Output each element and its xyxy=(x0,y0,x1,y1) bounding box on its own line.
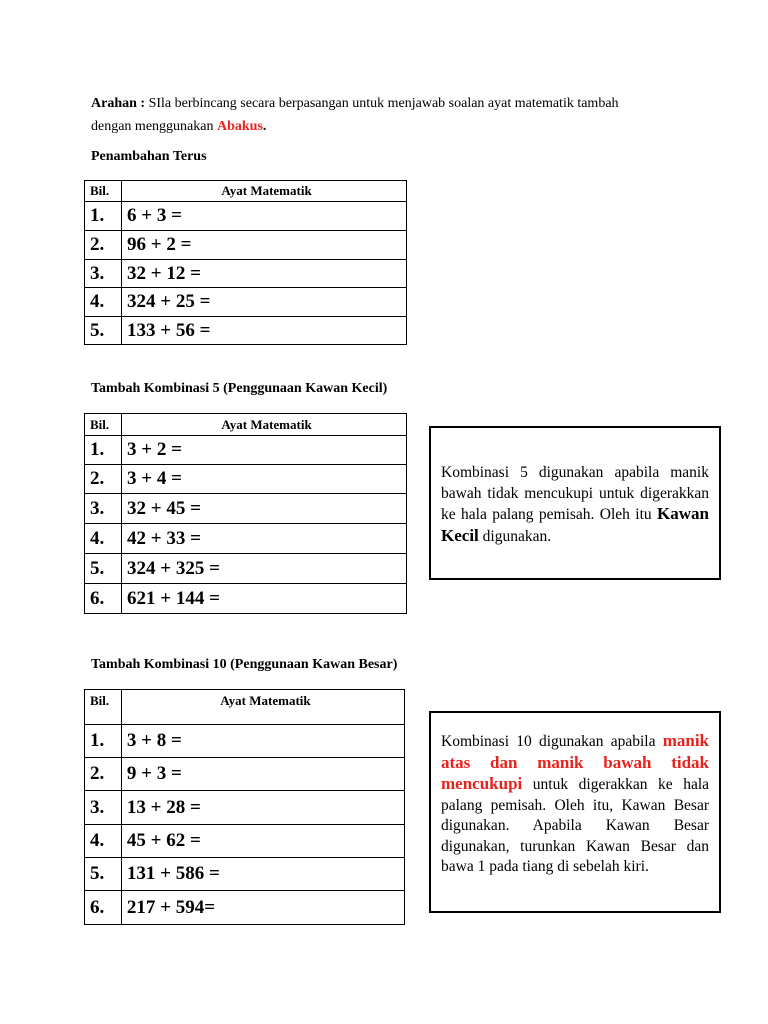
math-sentence: 32 + 45 = xyxy=(122,494,407,524)
math-sentence: 133 + 56 = xyxy=(122,317,407,345)
row-number: 3. xyxy=(85,494,122,524)
math-sentence: 131 + 586 = xyxy=(121,858,404,891)
table-row xyxy=(85,494,407,524)
instruction-highlight: Abakus xyxy=(216,119,263,134)
row-number: 4. xyxy=(85,825,122,858)
kawan-besar-note-box xyxy=(429,711,721,913)
table-row xyxy=(85,858,405,891)
column-header-bil: Bil. xyxy=(85,690,122,725)
note-text-end: untuk digerakkan ke hala palang pemisah. Oleh itu, Kawan Besar digunakan. Apabila Kawan Besar digunakan, turunkan Kawan Besar dan bawa 1 pada tiang di sebelah kiri. xyxy=(441,776,710,875)
table-row xyxy=(85,260,407,288)
note-text: Kombinasi 10 digunakan apabila xyxy=(441,733,656,750)
math-sentence: 3 + 8 = xyxy=(121,725,404,758)
instruction-text-2: dengan menggunakan xyxy=(91,119,214,134)
math-sentence: 3 + 4 = xyxy=(122,465,407,494)
row-number: 1. xyxy=(85,202,122,231)
note-highlight: manik atas dan manik bawah tidak mencukupi xyxy=(441,731,710,793)
table-row xyxy=(85,465,407,494)
row-number: 4. xyxy=(85,524,122,554)
row-number: 6. xyxy=(85,891,122,925)
section2-table xyxy=(84,413,407,614)
row-number: 5. xyxy=(85,858,122,891)
math-sentence: 13 + 28 = xyxy=(121,791,404,825)
row-number: 4. xyxy=(85,288,122,317)
table-row xyxy=(85,725,405,758)
kawan-besar-note xyxy=(441,731,709,878)
table-row xyxy=(85,436,407,465)
instruction xyxy=(91,92,691,138)
table-row xyxy=(85,554,407,584)
math-sentence: 45 + 62 = xyxy=(121,825,404,858)
math-sentence: 96 + 2 = xyxy=(122,231,407,260)
kawan-kecil-note xyxy=(441,463,709,547)
row-number: 2. xyxy=(85,465,122,494)
table-row xyxy=(85,231,407,260)
note-bold-term: Kawan Kecil xyxy=(441,504,709,545)
row-number: 3. xyxy=(85,260,122,288)
row-number: 6. xyxy=(85,584,122,614)
table-row xyxy=(85,825,405,858)
kawan-kecil-note-box xyxy=(429,426,721,580)
section1-heading: Penambahan Terus xyxy=(91,149,207,164)
math-sentence: 6 + 3 = xyxy=(122,202,407,231)
row-number: 5. xyxy=(85,554,122,584)
instruction-label: Arahan : xyxy=(91,96,146,111)
math-sentence: 42 + 33 = xyxy=(122,524,407,554)
row-number: 2. xyxy=(85,758,122,791)
table-row xyxy=(85,202,407,231)
note-text-end: digunakan. xyxy=(482,527,552,545)
table-row xyxy=(85,584,407,614)
section3-table xyxy=(84,689,405,925)
math-sentence: 32 + 12 = xyxy=(122,260,407,288)
section2-heading: Tambah Kombinasi 5 (Penggunaan Kawan Kecil) xyxy=(91,381,388,396)
instruction-text: SIla berbincang secara berpasangan untuk menjawab soalan ayat matematik tambah xyxy=(148,96,619,111)
column-header-bil: Bil. xyxy=(85,181,122,202)
math-sentence: 3 + 2 = xyxy=(122,436,407,465)
row-number: 1. xyxy=(85,725,122,758)
column-header-ayat: Ayat Matematik xyxy=(121,690,404,725)
row-number: 5. xyxy=(85,317,122,345)
column-header-bil: Bil. xyxy=(85,414,122,436)
column-header-ayat: Ayat Matematik xyxy=(122,414,407,436)
section3-heading: Tambah Kombinasi 10 (Penggunaan Kawan Besar) xyxy=(91,657,398,672)
row-number: 2. xyxy=(85,231,122,260)
table-row xyxy=(85,317,407,345)
math-sentence: 9 + 3 = xyxy=(121,758,404,791)
table-row xyxy=(85,891,405,925)
math-sentence: 217 + 594= xyxy=(121,891,404,925)
table-row xyxy=(85,524,407,554)
math-sentence: 324 + 25 = xyxy=(122,288,407,317)
math-sentence: 324 + 325 = xyxy=(122,554,407,584)
table-row xyxy=(85,791,405,825)
row-number: 1. xyxy=(85,436,122,465)
note-text: Kombinasi 5 digunakan apabila manik bawah tidak mencukupi untuk digerakkan ke hala palang pemisah. Oleh itu xyxy=(441,464,709,523)
row-number: 3. xyxy=(85,791,122,825)
table-row xyxy=(85,288,407,317)
table-row xyxy=(85,758,405,791)
column-header-ayat: Ayat Matematik xyxy=(122,181,407,202)
section1-table xyxy=(84,180,407,345)
math-sentence: 621 + 144 = xyxy=(122,584,407,614)
instruction-end: . xyxy=(262,119,267,134)
